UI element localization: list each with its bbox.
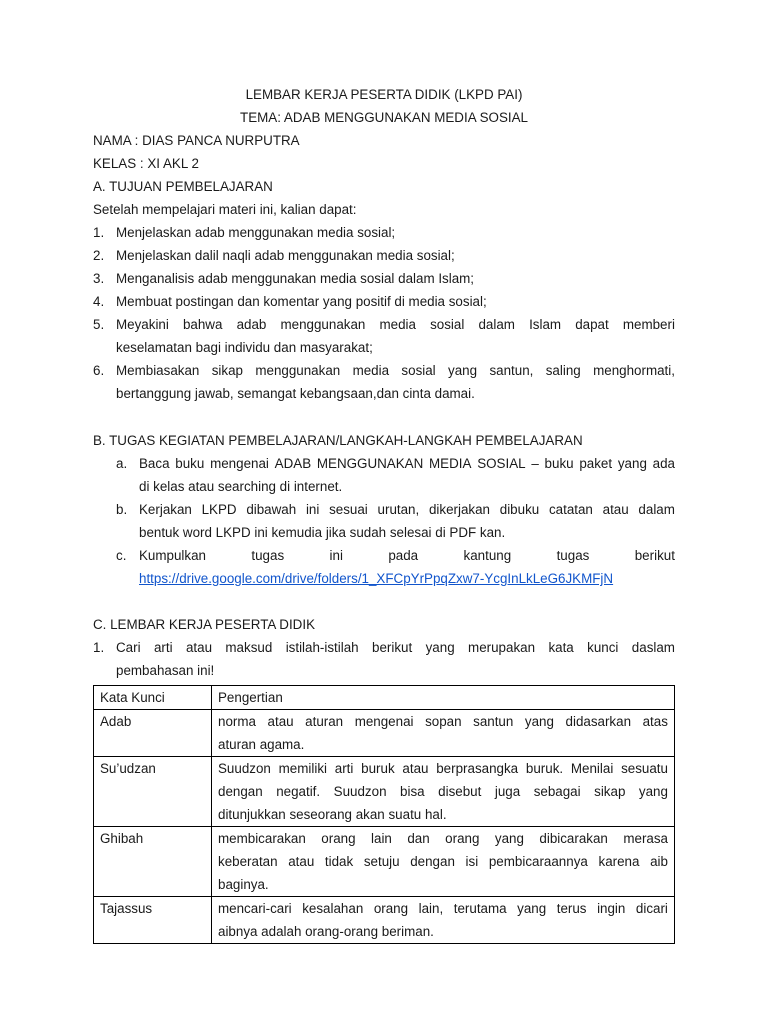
student-class: KELAS : XI AKL 2 xyxy=(93,156,199,171)
definition-line: Suudzon memiliki arti buruk atau berprasangka buruk. Menilai sesuatu xyxy=(218,761,668,776)
term-cell: Ghibah xyxy=(94,827,212,897)
table-row xyxy=(94,827,675,897)
list-item-text: Membuat postingan dan komentar yang positif di media sosial; xyxy=(116,294,487,309)
definition-line: aturan agama. xyxy=(218,737,305,752)
list-item-number: 2. xyxy=(93,248,105,263)
definition-line: aibnya adalah orang-orang beriman. xyxy=(218,924,434,939)
list-item-text: keselamatan bagi individu dan masyarakat; xyxy=(116,340,373,355)
section-b-heading: B. TUGAS KEGIATAN PEMBELAJARAN/LANGKAH-LANGKAH PEMBELAJARAN xyxy=(93,433,583,448)
definition-cell xyxy=(212,827,675,897)
list-item-number: 5. xyxy=(93,317,105,332)
table-row xyxy=(94,710,675,757)
table-header-row xyxy=(94,686,675,710)
document-title: LEMBAR KERJA PESERTA DIDIK (LKPD PAI) xyxy=(245,87,523,102)
definition-cell xyxy=(212,897,675,944)
list-item-number: 6. xyxy=(93,363,105,378)
definition-line: keberatan atau tidak setuju dengan isi pembicaraannya karena aib xyxy=(218,854,668,869)
definition-cell xyxy=(212,710,675,757)
list-item-text: bentuk word LKPD ini kemudia jika sudah selesai di PDF kan. xyxy=(139,525,506,540)
table-row xyxy=(94,897,675,944)
list-item-number: 3. xyxy=(93,271,105,286)
student-name: NAMA : DIAS PANCA NURPUTRA xyxy=(93,133,300,148)
definition-line: membicarakan orang lain dan orang yang dibicarakan merasa xyxy=(218,831,668,846)
section-c-heading: C. LEMBAR KERJA PESERTA DIDIK xyxy=(93,617,316,632)
question-text: Cari arti atau maksud istilah-istilah berikut yang merupakan kata kunci daslam xyxy=(116,640,675,655)
definition-cell xyxy=(212,757,675,827)
keyword-table xyxy=(93,685,675,944)
section-a-intro: Setelah mempelajari materi ini, kalian dapat: xyxy=(93,202,357,217)
section-a-heading: A. TUJUAN PEMBELAJARAN xyxy=(93,179,273,194)
term-cell: Adab xyxy=(94,710,212,757)
list-item-text: Menjelaskan dalil naqli adab menggunakan media sosial; xyxy=(116,248,455,263)
list-item-text: di kelas atau searching di internet. xyxy=(139,479,343,494)
term-cell: Su’udzan xyxy=(94,757,212,827)
list-item-text: Kumpulkan tugas ini pada kantung tugas berikut xyxy=(139,548,675,563)
list-item-text: Kerjakan LKPD dibawah ini sesuai urutan, dikerjakan dibuku catatan atau dalam xyxy=(139,502,675,517)
document-theme: TEMA: ADAB MENGGUNAKAN MEDIA SOSIAL xyxy=(240,110,528,125)
question-number: 1. xyxy=(93,640,105,655)
list-item-letter: b. xyxy=(116,502,128,517)
list-item-text: Baca buku mengenai ADAB MENGGUNAKAN MEDIA SOSIAL – buku paket yang ada xyxy=(139,456,675,471)
definition-line: ditunjukkan seseorang akan suatu hal. xyxy=(218,807,447,822)
list-item-text: Menganalisis adab menggunakan media sosial dalam Islam; xyxy=(116,271,475,286)
table-header-cell: Pengertian xyxy=(212,686,675,710)
table-header-cell: Kata Kunci xyxy=(94,686,212,710)
drive-folder-link[interactable]: https://drive.google.com/drive/folders/1_XFCpYrPpqZxw7-YcgInLkLeG6JKMFjN xyxy=(139,571,614,586)
list-item-text: Menjelaskan adab menggunakan media sosial; xyxy=(116,225,396,240)
list-item-text: Membiasakan sikap menggunakan media sosial yang santun, saling menghormati, xyxy=(116,363,675,378)
term-cell: Tajassus xyxy=(94,897,212,944)
list-item-letter: c. xyxy=(116,548,127,563)
list-item-number: 4. xyxy=(93,294,105,309)
definition-line: mencari-cari kesalahan orang lain, terutama yang terus ingin dicari xyxy=(218,901,668,916)
list-item-number: 1. xyxy=(93,225,105,240)
table-row xyxy=(94,757,675,827)
definition-line: dengan negatif. Suudzon bisa disebut juga sebagai sikap yang xyxy=(218,784,668,799)
list-item-text: bertanggung jawab, semangat kebangsaan,dan cinta damai. xyxy=(116,386,475,401)
list-item-letter: a. xyxy=(116,456,128,471)
question-text: pembahasan ini! xyxy=(116,663,215,678)
definition-line: norma atau aturan mengenai sopan santun yang didasarkan atas xyxy=(218,714,668,729)
definition-line: baginya. xyxy=(218,877,269,892)
list-item-text: Meyakini bahwa adab menggunakan media sosial dalam Islam dapat memberi xyxy=(116,317,675,332)
